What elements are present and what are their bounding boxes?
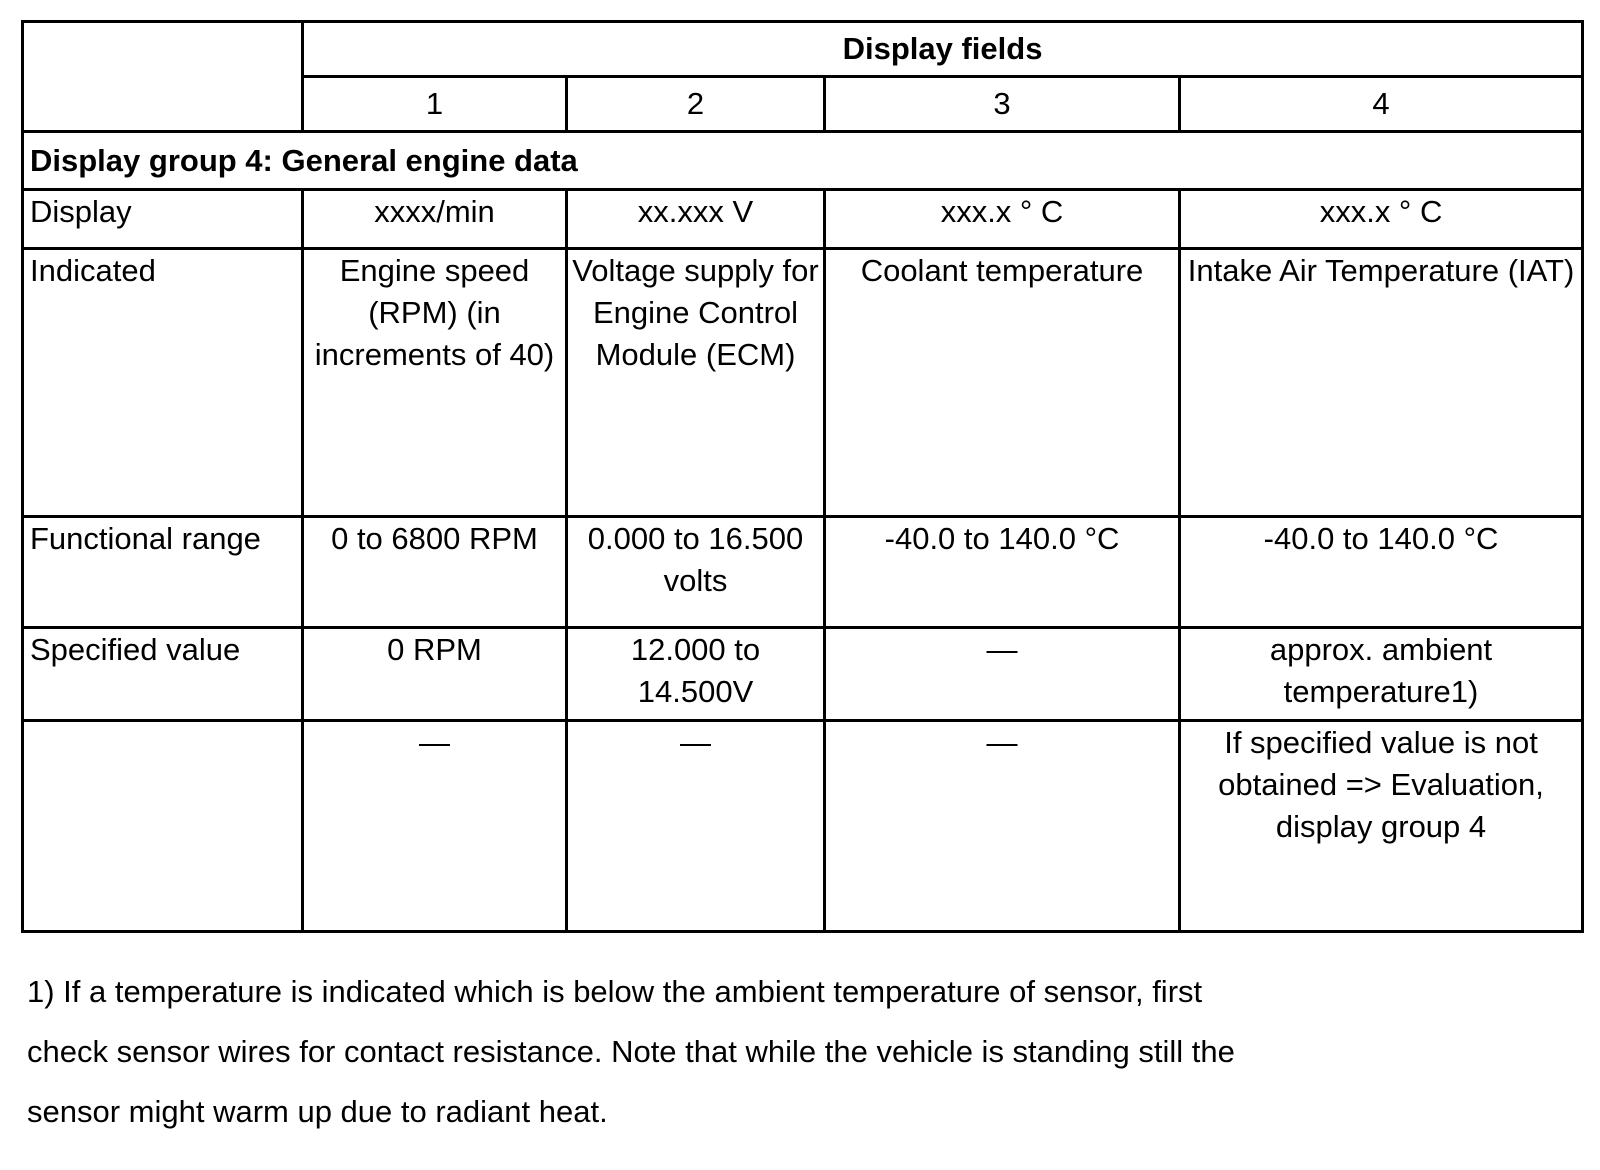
display-cell-3: xxx.x ° C xyxy=(825,190,1180,249)
range-cell-1: 0 to 6800 RPM xyxy=(303,517,567,628)
field-number-1: 1 xyxy=(303,77,567,132)
indicated-cell-1: Engine speed (RPM) (in increments of 40) xyxy=(303,249,567,517)
footnote-line-3: sensor might warm up due to radiant heat. xyxy=(27,1094,608,1129)
table-row-notes xyxy=(23,721,1583,932)
footnote-line-1: 1) If a temperature is indicated which is below the ambient temperature of sensor, first xyxy=(27,974,1203,1009)
indicated-cell-4: Intake Air Temperature (IAT) xyxy=(1180,249,1583,517)
field-number-2: 2 xyxy=(567,77,825,132)
table-row-indicated xyxy=(23,249,1583,517)
table-row-display xyxy=(23,190,1583,249)
corner-cell xyxy=(23,22,303,132)
measuring-value-table xyxy=(21,20,1584,933)
display-cell-4: xxx.x ° C xyxy=(1180,190,1583,249)
indicated-cell-3: Coolant temperature xyxy=(825,249,1180,517)
note-cell-1: — xyxy=(303,721,567,932)
field-number-3: 3 xyxy=(825,77,1180,132)
display-fields-header-row xyxy=(23,22,1583,77)
row-label-notes xyxy=(23,721,303,932)
footnote xyxy=(27,962,1527,1142)
group-title: Display group 4: General engine data xyxy=(23,132,1583,190)
range-cell-2: 0.000 to 16.500 volts xyxy=(567,517,825,628)
note-cell-2: — xyxy=(567,721,825,932)
note-cell-4: If specified value is not obtained => Evaluation, display group 4 xyxy=(1180,721,1583,932)
table-row-specified-value xyxy=(23,628,1583,721)
display-cell-1: xxxx/min xyxy=(303,190,567,249)
table-row-functional-range xyxy=(23,517,1583,628)
footnote-line-2: check sensor wires for contact resistance. Note that while the vehicle is standing still the xyxy=(27,1034,1235,1069)
display-cell-2: xx.xxx V xyxy=(567,190,825,249)
field-number-4: 4 xyxy=(1180,77,1583,132)
indicated-cell-2: Voltage supply for Engine Control Module (ECM) xyxy=(567,249,825,517)
spec-cell-3: — xyxy=(825,628,1180,721)
spec-cell-2: 12.000 to 14.500V xyxy=(567,628,825,721)
spec-cell-4: approx. ambient temperature1) xyxy=(1180,628,1583,721)
row-label-indicated: Indicated xyxy=(23,249,303,517)
row-label-specified-value: Specified value xyxy=(23,628,303,721)
display-fields-heading: Display fields xyxy=(303,22,1583,77)
row-label-display: Display xyxy=(23,190,303,249)
range-cell-3: -40.0 to 140.0 °C xyxy=(825,517,1180,628)
group-title-row xyxy=(23,132,1583,190)
range-cell-4: -40.0 to 140.0 °C xyxy=(1180,517,1583,628)
row-label-functional-range: Functional range xyxy=(23,517,303,628)
spec-cell-1: 0 RPM xyxy=(303,628,567,721)
note-cell-3: — xyxy=(825,721,1180,932)
